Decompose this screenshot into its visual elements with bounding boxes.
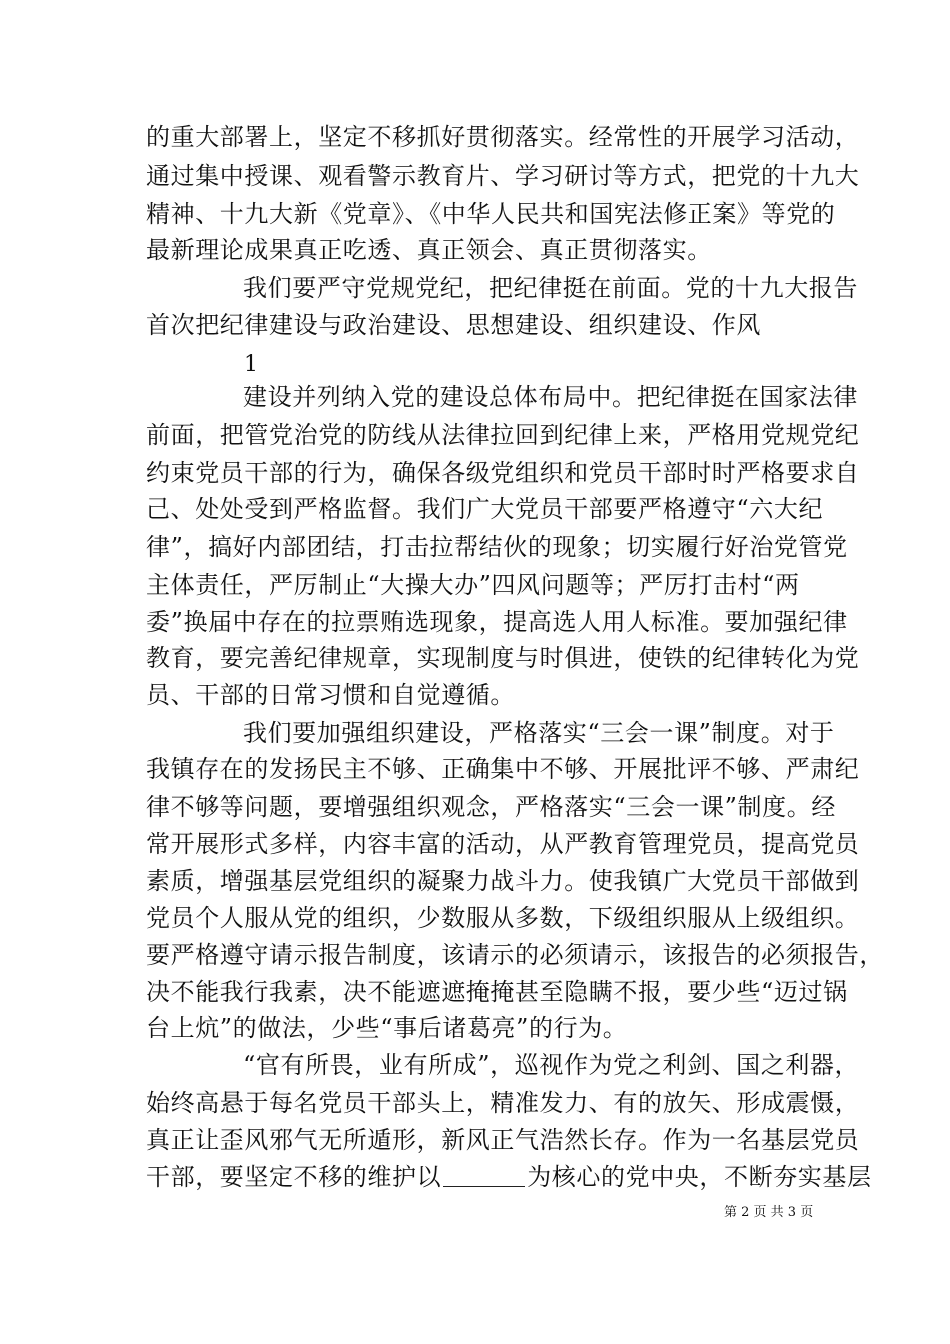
text-line: 要严格遵守请示报告制度，该请示的必须请示，该报告的必须报告， xyxy=(146,941,884,969)
text-line: 的重大部署上，坚定不移抓好贯彻落实。经常性的开展学习活动， xyxy=(146,123,860,151)
text-line: “官有所畏，业有所成”，巡视作为党之利剑、国之利器， xyxy=(243,1051,860,1079)
text-line: 前面，把管党治党的防线从法律拉回到纪律上来，严格用党规党纪 xyxy=(146,421,860,449)
text-line: 约束党员干部的行为，确保各级党组织和党员干部时时严格要求自 xyxy=(146,459,860,487)
text-line: 决不能我行我素，决不能遮遮掩掩甚至隐瞒不报，要少些“迈过锅 xyxy=(146,978,848,1006)
text-line: 始终高悬于每名党员干部头上，精准发力、有的放矢、形成震慑， xyxy=(146,1089,860,1117)
text-line: 真正让歪风邪气无所遁形，新风正气浩然长存。作为一名基层党员 xyxy=(146,1126,860,1154)
page-number-marker: 1 xyxy=(244,352,258,377)
text-line: 我们要严守党规党纪，把纪律挺在前面。党的十九大报告 xyxy=(243,274,858,302)
text-fragment: 干部，要坚定不移的维护以 xyxy=(146,1163,442,1191)
text-fragment: 为核心的党中央，不断夯实基层 xyxy=(527,1163,872,1191)
text-line: 党员个人服从党的组织，少数服从多数，下级组织服从上级组织。 xyxy=(146,904,860,932)
text-line: 主体责任，严厉制止“大操大办”四风问题等；严厉打击村“两 xyxy=(146,571,800,599)
text-line: 己、处处受到严格监督。我们广大党员干部要严格遵守“六大纪 xyxy=(146,495,824,523)
text-line: 员、干部的日常习惯和自觉遵循。 xyxy=(146,681,515,709)
text-line: 最新理论成果真正吃透、真正领会、真正贯彻落实。 xyxy=(146,236,712,264)
text-line: 精神、十九大新《党章》、《中华人民共和国宪法修正案》等党的 xyxy=(146,200,836,228)
text-line: 我镇存在的发扬民主不够、正确集中不够、开展批评不够、严肃纪 xyxy=(146,755,860,783)
text-line: 通过集中授课、观看警示教育片、学习研讨等方式，把党的十九大 xyxy=(146,162,860,190)
text-line: 常开展形式多样，内容丰富的活动，从严教育管理党员，提高党员 xyxy=(146,830,860,858)
text-line: 首次把纪律建设与政治建设、思想建设、组织建设、作风 xyxy=(146,311,761,339)
blank-underline xyxy=(443,1164,525,1187)
text-line: 我们要加强组织建设，严格落实“三会一课”制度。对于 xyxy=(243,719,835,747)
text-line: 委”换届中存在的拉票贿选现象，提高选人用人标准。要加强纪律 xyxy=(146,608,848,636)
text-line xyxy=(146,1162,872,1192)
text-line: 台上炕”的做法，少些“事后诸葛亮”的行为。 xyxy=(146,1014,628,1042)
text-line: 律”，搞好内部团结，打击拉帮结伙的现象；切实履行好治党管党 xyxy=(146,533,848,561)
text-line: 建设并列纳入党的建设总体布局中。把纪律挺在国家法律 xyxy=(243,383,858,411)
text-line: 素质，增强基层党组织的凝聚力战斗力。使我镇广大党员干部做到 xyxy=(146,867,860,895)
text-line: 律不够等问题，要增强组织观念，严格落实“三会一课”制度。经 xyxy=(146,793,836,821)
page-footer: 第 2 页 共 3 页 xyxy=(724,1205,814,1220)
text-line: 教育，要完善纪律规章，实现制度与时俱进，使铁的纪律转化为党 xyxy=(146,644,860,672)
